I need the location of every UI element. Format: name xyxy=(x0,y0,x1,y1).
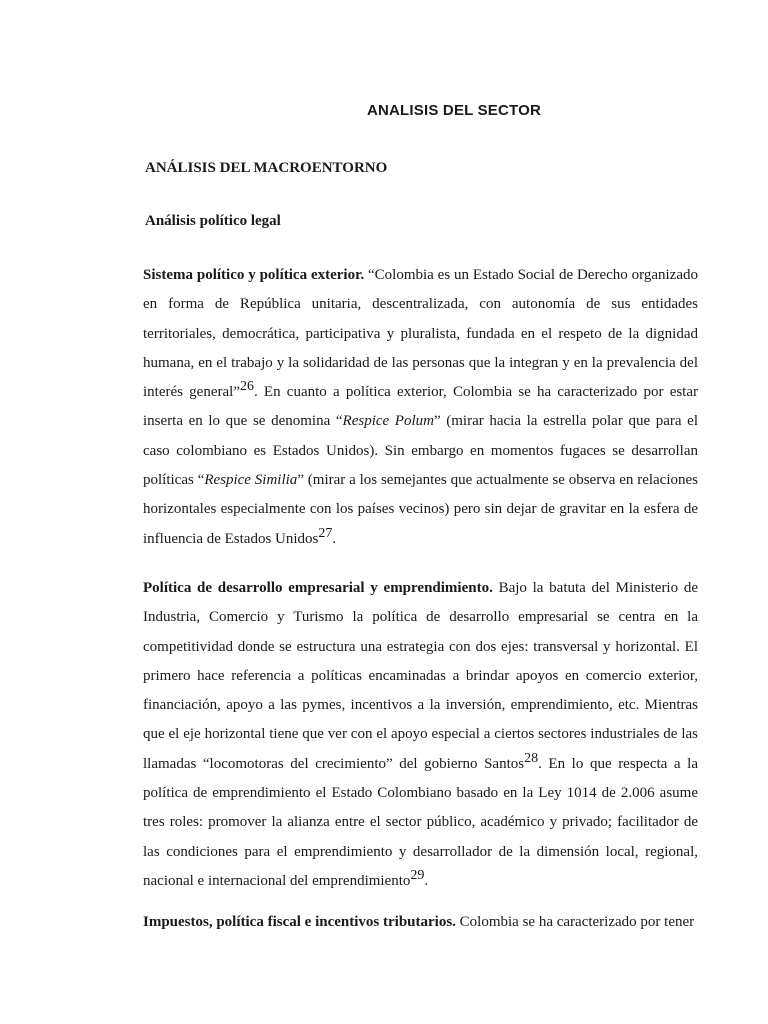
paragraph-text: Bajo la batuta del Ministerio de Industria, Comercio y Turismo la política de desarrollo empresarial se centra en la competitividad donde se estructura una estrategia con dos ejes: transversal y horizontal. El primero hace referencia a políticas encaminadas a brindar apoyos en comercio exterior, financiación, apoyo a las pymes, incentivos a la inversión, emprendimiento, etc. Mientras que el eje horizontal tiene que ver con el apoyo especial a ciertos sectores industriales de las llamadas “locomotoras del crecimiento” del gobierno Santos xyxy=(143,580,698,772)
paragraph-lead: Sistema político y política exterior. xyxy=(143,267,365,283)
paragraph-text: . xyxy=(332,530,337,547)
paragraph-text: ” (mirar a los semejantes que actualmente se observa en relaciones horizontales especialmente con los países vecinos) pero sin dejar de gravitar en la esfera de influencia de Estados Unidos xyxy=(143,472,698,547)
footnote-marker[interactable]: 26 xyxy=(239,379,254,395)
paragraph-lead: Política de desarrollo empresarial y emprendimiento. xyxy=(143,580,493,596)
paragraph-text: . En cuanto a política exterior, Colombia se ha caracterizado por estar inserta en lo que se denomina “ xyxy=(143,384,699,430)
paragraph-desarrollo-empresarial xyxy=(143,574,698,896)
italic-term: Respice Polum xyxy=(342,413,434,430)
footnote-marker[interactable]: 29 xyxy=(410,867,425,883)
paragraph-text: . xyxy=(424,872,429,889)
section-heading: ANÁLISIS DEL MACROENTORNO xyxy=(145,160,388,176)
paragraph-text: Colombia se ha caracterizado por tener xyxy=(455,914,695,930)
paragraph-text: ” (mirar hacia la estrella polar que para el caso colombiano es Estados Unidos). Sin embargo en momentos fugaces se desarrollan políticas “ xyxy=(143,413,698,489)
paragraph-lead: Impuestos, política fiscal e incentivos tributarios. xyxy=(143,914,456,930)
footnote-marker[interactable]: 27 xyxy=(318,525,333,541)
paragraph-impuestos xyxy=(143,908,698,937)
italic-term: Respice Similia xyxy=(204,472,298,489)
paragraph-sistema-politico xyxy=(143,261,698,554)
paragraph-text: . En lo que respecta a la política de emprendimiento el Estado Colombiano basado en la Ley 1014 de 2.006 asume tres roles: promover la alianza entre el sector público, académico y privado; facilitador de las condiciones para el emprendimiento y desarrollador de la dimensión local, regional, nacional e internacional del emprendimiento xyxy=(143,755,698,889)
paragraph-text: “Colombia es un Estado Social de Derecho organizado en forma de República unitaria, descentralizada, con autonomía de sus entidades territoriales, democrática, participativa y pluralista, fundada en el respeto de la dignidad humana, en el trabajo y la solidaridad de las personas que la integran y en la prevalencia del interés general” xyxy=(143,267,698,401)
footnote-marker[interactable]: 28 xyxy=(524,750,539,766)
subsection-heading: Análisis político legal xyxy=(145,213,281,229)
document-title: ANALISIS DEL SECTOR xyxy=(366,102,542,119)
